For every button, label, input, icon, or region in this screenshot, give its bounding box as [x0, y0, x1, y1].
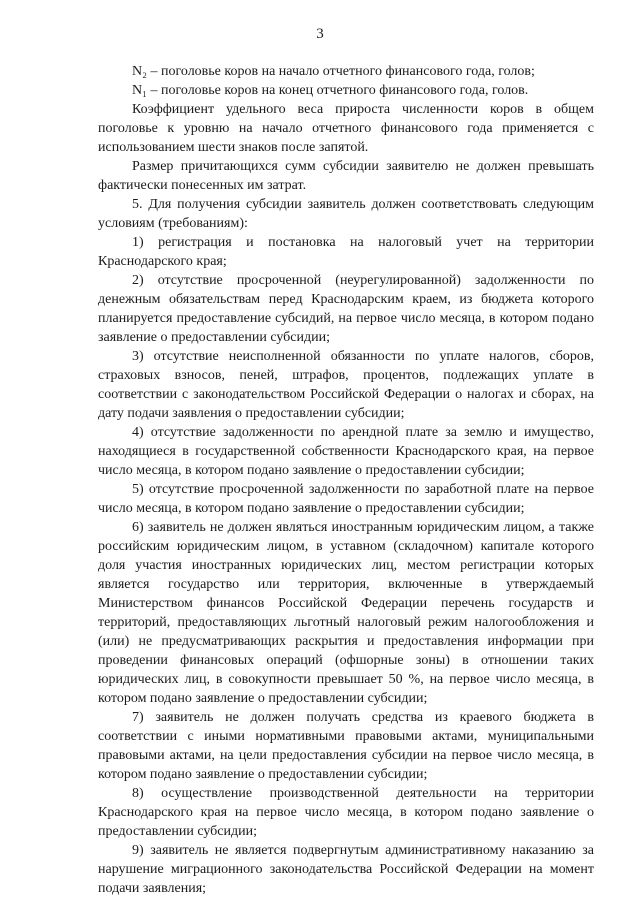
- condition-5: 5) отсутствие просроченной задолженности по заработной плате на первое число месяца, в котором подано заявление о предоставлении субсидии;: [98, 482, 594, 516]
- condition-2: 2) отсутствие просроченной (неурегулированной) задолженности по денежным обязательствам перед Краснодарским краем, из бюджета которого планируется предоставление субсидий, на первое число месяца, в котором подано заявление о предоставлении субсидии;: [98, 273, 594, 345]
- page-bottom-spacer: [98, 898, 594, 908]
- condition-4: 4) отсутствие задолженности по арендной плате за землю и имущество, находящиеся в государственной собственности Краснодарского края, на первое число месяца, в котором подано заявление о предоставлении субсидии;: [98, 425, 594, 478]
- condition-6: 6) заявитель не должен являться иностранным юридическим лицом, а также российским юридическим лицом, в уставном (складочном) капитале которого доля участия иностранных юридических лиц, местом регистрации которых является государство или территория, включенные в утверждаемый Министерством финансов Российской Федерации перечень государств и территорий, предоставляющих льготный налоговый режим налогообложения и (или) не предусматривающих раскрытия и предоставления информации при проведении финансовых операций (офшорные зоны) в отношении таких юридических лиц, в совокупности превышает 50 %, на первое число месяца, в котором подано заявление о предоставлении субсидии;: [98, 520, 594, 706]
- paragraph-coefficient: Коэффициент удельного веса прироста численности коров в общем поголовье к уровню на начало отчетного финансового года применяется с использованием шести знаков после запятой.: [98, 102, 594, 155]
- paragraph-subsidy-limit: Размер причитающихся сумм субсидии заявителю не должен превышать фактически понесенных им затрат.: [98, 159, 594, 193]
- condition-8: 8) осуществление производственной деятельности на территории Краснодарского края на первое число месяца, в котором подано заявление о предоставлении субсидии;: [98, 786, 594, 839]
- page-number: 3: [316, 26, 324, 42]
- definition-n1: N₁ – поголовье коров на конец отчетного финансового года, голов.: [132, 83, 529, 98]
- document-body: [98, 62, 594, 908]
- condition-1: 1) регистрация и постановка на налоговый учет на территории Краснодарского края;: [98, 235, 594, 269]
- paragraph-section-5: 5. Для получения субсидии заявитель должен соответствовать следующим условиям (требованиям):: [98, 197, 594, 231]
- condition-9: 9) заявитель не является подвергнутым административному наказанию за нарушение миграционного законодательства Российской Федерации на момент подачи заявления;: [98, 843, 594, 896]
- definition-n2: N₂ – поголовье коров на начало отчетного финансового года, голов;: [132, 64, 535, 79]
- condition-3: 3) отсутствие неисполненной обязанности по уплате налогов, сборов, страховых взносов, пеней, штрафов, процентов, подлежащих уплате в соответствии с законодательством Российской Федерации о налогах и сборах, на дату подачи заявления о предоставлении субсидии;: [98, 349, 594, 421]
- condition-7: 7) заявитель не должен получать средства из краевого бюджета в соответствии с иными нормативными правовыми актами, муниципальными правовыми актами, на цели предоставления субсидии на первое число месяца, в котором подано заявление о предоставлении субсидии;: [98, 710, 594, 782]
